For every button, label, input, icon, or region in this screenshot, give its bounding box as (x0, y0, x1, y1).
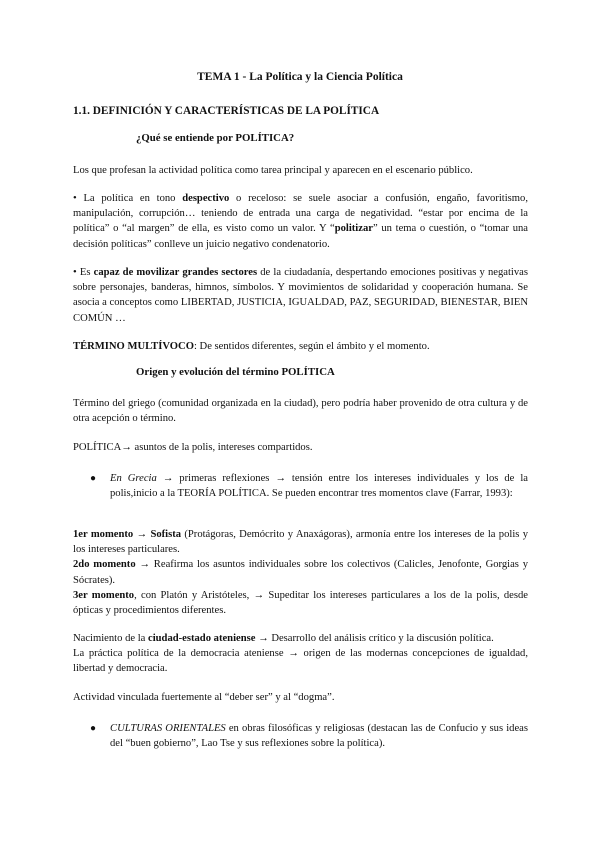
multivoco-term: TÉRMINO MULTÍVOCO (73, 341, 194, 352)
bullet1-bold-politizar: politizar (334, 223, 373, 235)
momento-1-label: 1er momento (73, 529, 134, 540)
bullet2-part-a: • Es (73, 267, 94, 278)
politica-text: POLÍTICA→ asuntos de la polis, intereses compartidos. (73, 442, 313, 453)
bullet1-part-c: o receloso: se suele asociar a confusión, engaño, favoritismo, manipulación, corrupción… teniendo de entrada una carga de negatividad. “estar por encima de la política” o “al margen” de ella, es visto como un valor. Y “ (73, 193, 528, 235)
momentos-block (73, 527, 528, 618)
grecia-paragraph (110, 471, 528, 501)
culturas-lead: CULTURAS ORIENTALES (110, 723, 226, 734)
bullet1-part-a: • La política en tono (73, 193, 183, 204)
nacimiento-part-c: → Desarrollo del análisis crítico y la discusión política. (255, 633, 494, 644)
momento-1-text: (Protágoras, Demócrito y Anaxágoras), armonía entre los intereses de la polis y los intereses particulares. (73, 529, 528, 556)
origin-paragraph (73, 396, 528, 426)
momento-3-label: 3er momento (73, 589, 135, 601)
momento-3-text: , con Platón y Aristóteles, → Supeditar los intereses particulares a los de la polis, desde ópticas y procedimientos diferentes. (73, 589, 528, 617)
grecia-lead: En Grecia (110, 473, 157, 484)
momento-2 (73, 557, 528, 587)
actividad-text: Actividad vinculada fuertemente al “deber ser” y al “dogma”. (73, 692, 335, 703)
momento-1-name: Sofista (150, 529, 182, 540)
multivoco-text: : De sentidos diferentes, según el ámbito y el momento. (193, 341, 430, 352)
nacimiento-part-a: Nacimiento de la (73, 633, 149, 644)
bullet2-part-c: de la ciudadanía, despertando emociones positivas y negativas sobre personajes, banderas, himnos, símbolos. Y movimientos de solidaridad y cooperación humana. Se asocia a conceptos como LIBERTAD, JUSTICIA, IGUALDAD, PAZ, SEGURIDAD, BIENESTAR, BIEN COMÚN … (73, 267, 528, 324)
bullet-dot-culturas: ● (90, 723, 97, 734)
politica-line (73, 440, 528, 455)
momento-1 (73, 527, 528, 557)
practica-paragraph (73, 646, 528, 676)
subheading-origen: Origen y evolución del término POLÍTICA (136, 366, 335, 378)
momento-1-arrow: → (133, 529, 151, 540)
bullet-dot-grecia: ● (90, 473, 97, 484)
intro-paragraph (73, 163, 528, 178)
momento-2-text: → Reafirma los asuntos individuales sobre los colectivos (Calicles, Jenofonte, Gorgias y Sócrates). (73, 559, 528, 586)
section-heading: 1.1. DEFINICIÓN Y CARACTERÍSTICAS DE LA POLÍTICA (73, 105, 380, 117)
bullet1-part-e: ” un tema o cuestión, o “tomar una decisión políticas” conlleve un juicio negativo condenatorio. (73, 223, 528, 250)
nacimiento-line (73, 631, 528, 646)
culturas-text: en obras filosóficas y religiosas (destacan las de Confucio y sus ideas del “buen gobierno”, Lao Tse y sus reflexiones sobre la política). (110, 723, 528, 750)
actividad-line (73, 690, 528, 705)
subheading-que-es-politica: ¿Qué se entiende por POLÍTICA? (136, 132, 295, 144)
bullet-despectivo (73, 191, 528, 252)
origin-text: Término del griego (comunidad organizada en la ciudad), pero podría haber provenido de otra cultura y de otra acepción o término. (73, 398, 528, 425)
nacimiento-bold: ciudad-estado ateniense (148, 633, 256, 644)
nacimiento-block (73, 631, 528, 677)
grecia-text: → primeras reflexiones → tensión entre los intereses individuales y los de la polis,inicio a la TEORÍA POLÍTICA. Se pueden encontrar tres momentos clave (Farrar, 1993): (110, 473, 528, 500)
bullet-movilizar (73, 265, 528, 326)
intro-text: Los que profesan la actividad política como tarea principal y aparecen en el escenario público. (73, 165, 473, 176)
bullet1-bold-despectivo: despectivo (182, 193, 230, 204)
bullet2-bold: capaz de movilizar grandes sectores (93, 267, 258, 278)
multivoco-paragraph (73, 339, 528, 354)
culturas-paragraph (110, 721, 528, 751)
practica-text: La práctica política de la democracia ateniense → origen de las modernas concepciones de igualdad, libertad y democracia. (73, 648, 528, 675)
document-title: TEMA 1 - La Política y la Ciencia Política (197, 71, 403, 83)
momento-2-label: 2do momento (73, 559, 136, 571)
momento-3 (73, 588, 528, 618)
